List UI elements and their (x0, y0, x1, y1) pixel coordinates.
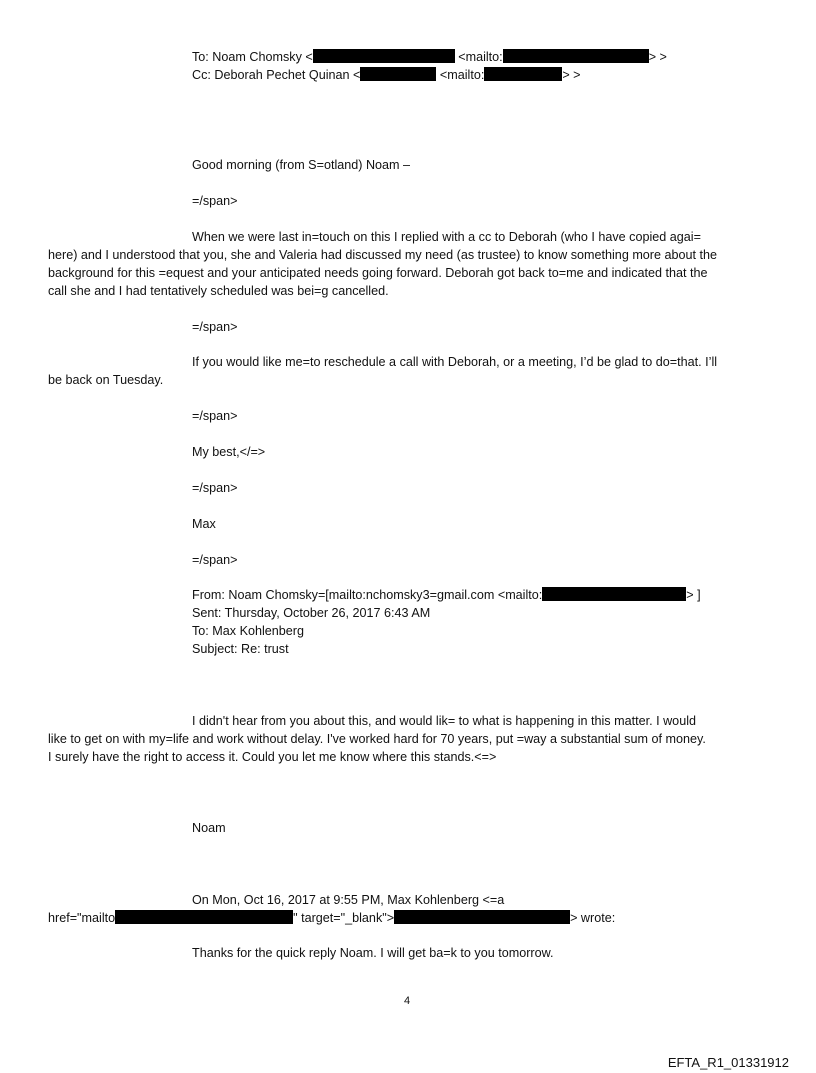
signature: Max (192, 517, 216, 531)
page-number: 4 (404, 995, 411, 1007)
paragraph-line: be back on Tuesday. (48, 373, 164, 387)
from-line (192, 586, 701, 604)
span-artifact: =/span> (192, 320, 238, 334)
to-line (192, 48, 667, 66)
span-artifact: =/span> (192, 409, 238, 423)
to-mailto: <mailto: (454, 50, 503, 64)
paragraph-line: I didn't hear from you about this, and would lik= to what is happening in this matter. I would (192, 714, 696, 728)
paragraph-line: When we were last in=touch on this I replied with a cc to Deborah (who I have copied agai= (192, 230, 701, 244)
href-mid: " target="_blank"> (293, 911, 395, 925)
redaction-box (115, 910, 293, 924)
from-prefix: From: Noam Chomsky=[mailto:nchomsky3=gmail.com <mailto: (192, 588, 543, 602)
redaction-box (360, 67, 436, 81)
redaction-box (484, 67, 562, 81)
to-line-2: To: Max Kohlenberg (192, 624, 305, 638)
span-artifact: =/span> (192, 553, 238, 567)
span-artifact: =/span> (192, 481, 238, 495)
paragraph-line: background for this =equest and your anticipated needs going forward. Deborah got back to=me and indicated that the (48, 266, 708, 280)
on-date-line: On Mon, Oct 16, 2017 at 9:55 PM, Max Kohlenberg <=a (192, 893, 505, 907)
signature: Noam (192, 821, 226, 835)
cc-prefix: Cc: Deborah Pechet Quinan < (192, 68, 361, 82)
paragraph-line: If you would like me=to reschedule a call with Deborah, or a meeting, I’d be glad to do=that. I’ll (192, 355, 718, 369)
redaction-box (313, 49, 455, 63)
span-artifact: =/span> (192, 194, 238, 208)
to-prefix: To: Noam Chomsky < (192, 50, 313, 64)
cc-line (192, 66, 581, 84)
href-suffix: > wrote: (570, 911, 616, 925)
paragraph-line: like to get on with my=life and work without delay. I've worked hard for 70 years, put =way a substantial sum of money. (48, 732, 706, 746)
redaction-box (542, 587, 686, 601)
cc-mailto: <mailto: (436, 68, 485, 82)
sent-line: Sent: Thursday, October 26, 2017 6:43 AM (192, 606, 431, 620)
paragraph-line: here) and I understood that you, she and Valeria had discussed my need (as trustee) to know something more about the (48, 248, 718, 262)
href-prefix: href="mailto (48, 911, 116, 925)
from-suffix: > ] (686, 588, 701, 602)
closing: My best,</=> (192, 445, 266, 459)
greeting: Good morning (from S=otland) Noam – (192, 158, 411, 172)
subject-line: Subject: Re: trust (192, 642, 289, 656)
redaction-box (503, 49, 649, 63)
reply-line: Thanks for the quick reply Noam. I will get ba=k to you tomorrow. (192, 946, 554, 960)
cc-suffix: > > (562, 68, 581, 82)
to-suffix: > > (648, 50, 667, 64)
redaction-box (394, 910, 570, 924)
paragraph-line: call she and I had tentatively scheduled was bei=g cancelled. (48, 284, 389, 298)
paragraph-line: I surely have the right to access it. Could you let me know where this stands.<=> (48, 750, 497, 764)
href-line (48, 909, 615, 927)
bates-number: EFTA_R1_01331912 (667, 1055, 789, 1070)
